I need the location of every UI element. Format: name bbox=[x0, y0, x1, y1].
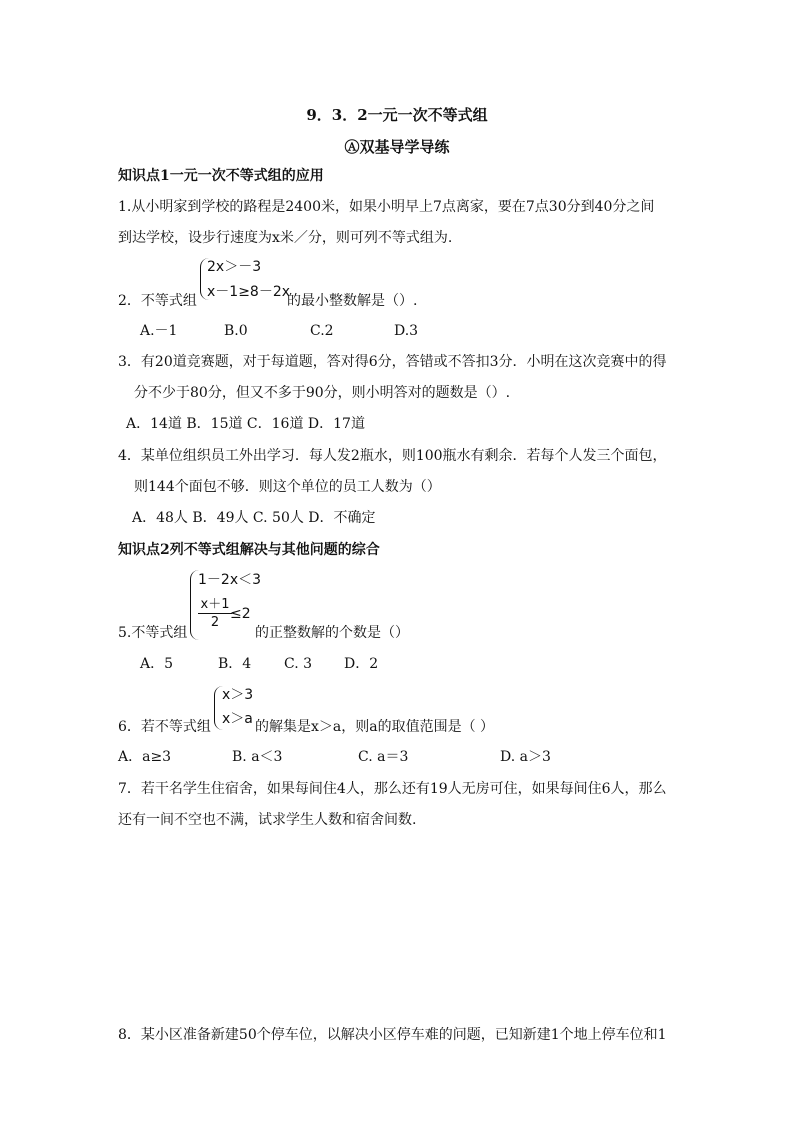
question-7-line-2: 还有一间不空也不满，试求学生人数和宿舍间数. bbox=[118, 812, 417, 828]
question-3-options: A．14道 B．15道 C．16道 D．17道 bbox=[126, 416, 365, 432]
question-6-suffix: 的解集是x＞a，则a的取值范围是（ ） bbox=[255, 719, 495, 735]
inequality-row-2: x－1≥8－2x bbox=[207, 284, 291, 300]
question-3-line-2: 分不少于80分，但又不多于90分，则小明答对的题数是（）. bbox=[134, 385, 511, 401]
question-1-line-1: 1.从小明家到学校的路程是2400米，如果小明早上7点离家，要在7点30分到40分之间 bbox=[118, 199, 655, 215]
question-7-line-1: 7．若干名学生住宿舍，如果每间住4人，那么还有19人无房可住，如果每间住6人，那么 bbox=[118, 781, 667, 797]
inequality-relation: ≤2 bbox=[230, 606, 251, 622]
question-5-prefix: 5.不等式组 bbox=[118, 625, 188, 641]
option-a: A.－1 bbox=[140, 323, 178, 339]
page-subtitle: Ⓐ双基导学导练 bbox=[344, 138, 450, 156]
fraction-denominator: 2 bbox=[210, 615, 220, 630]
section-heading-2: 知识点2列不等式组解决与其他问题的综合 bbox=[118, 542, 380, 558]
option-d: D. a＞3 bbox=[500, 749, 551, 765]
question-1-line-2: 到达学校，设步行速度为x米／分，则可列不等式组为. bbox=[118, 230, 453, 246]
option-b: B.0 bbox=[224, 323, 248, 339]
option-d: D.3 bbox=[394, 323, 419, 339]
option-c: C. 3 bbox=[284, 656, 313, 672]
section-heading-1: 知识点1一元一次不等式组的应用 bbox=[118, 168, 324, 184]
question-6-prefix: 6．若不等式组 bbox=[118, 719, 211, 735]
question-5-suffix: 的正整数解的个数是（） bbox=[255, 625, 409, 641]
inequality-row-1: 2x＞－3 bbox=[207, 259, 262, 275]
option-c: C. a＝3 bbox=[358, 749, 409, 765]
fraction-numerator: x＋1 bbox=[200, 597, 230, 612]
question-4-line-2: 则144个面包不够．则这个单位的员工人数为（） bbox=[134, 479, 441, 495]
question-2-prefix: 2．不等式组 bbox=[118, 293, 197, 309]
option-a: A．a≥3 bbox=[118, 749, 172, 765]
inequality-row-1: x＞3 bbox=[222, 687, 254, 703]
question-3-line-1: 3．有20道竞赛题，对于每道题，答对得6分，答错或不答扣3分．小明在这次竞赛中的得 bbox=[118, 354, 667, 370]
option-a: A．5 bbox=[140, 656, 174, 672]
option-d: D．2 bbox=[344, 656, 379, 672]
fraction bbox=[198, 597, 232, 630]
page-title: 9．3．2一元一次不等式组 bbox=[306, 106, 488, 124]
question-2-suffix: 的最小整数解是（）. bbox=[287, 293, 418, 309]
question-8-line-1: 8．某小区准备新建50个停车位，以解决小区停车难的问题，已知新建1个地上停车位和1 bbox=[118, 1027, 667, 1043]
fraction-bar bbox=[198, 613, 232, 614]
question-4-options: A．48人 B．49人 C. 50人 D．不确定 bbox=[132, 510, 376, 526]
option-b: B．4 bbox=[218, 656, 252, 672]
option-c: C.2 bbox=[310, 323, 334, 339]
question-4-line-1: 4．某单位组织员工外出学习．每人发2瓶水，则100瓶水有剩余．若每个人发三个面包， bbox=[118, 448, 667, 464]
inequality-row-2: x＞a bbox=[222, 711, 253, 727]
option-b: B. a＜3 bbox=[232, 749, 283, 765]
inequality-row-1: 1－2x＜3 bbox=[198, 572, 262, 588]
